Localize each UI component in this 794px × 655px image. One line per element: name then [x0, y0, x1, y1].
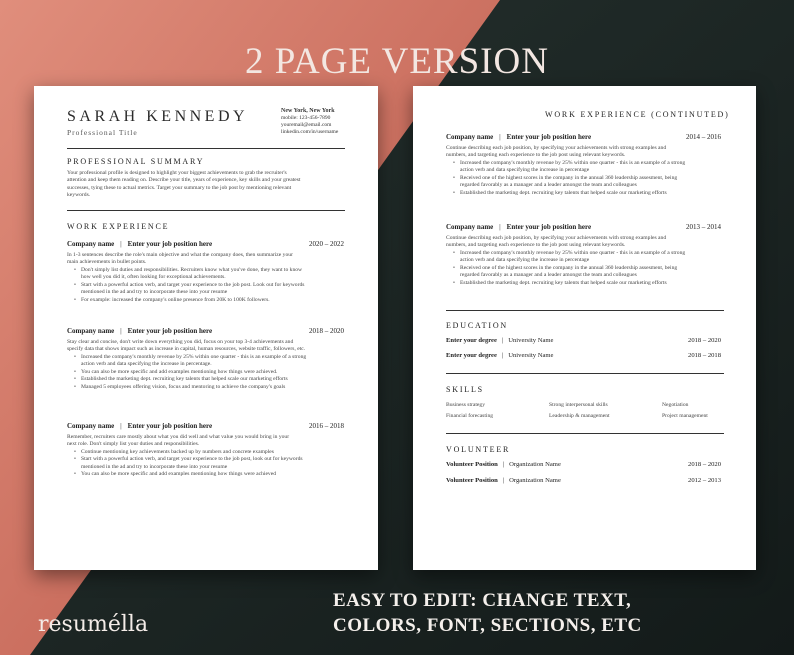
- education-row[interactable]: Enter your degree | University Name 2018 – 2020: [446, 337, 721, 344]
- job-header[interactable]: Company name | Enter your job position here: [67, 422, 213, 430]
- list-item: • Received one of the highest scores in the company in the annual 360 leadership assesment, being regarded favorably as a manager and a leader amongst the team and colleagues: [460, 265, 740, 280]
- divider: [67, 210, 345, 211]
- list-item: • Increased the company's monthly revenue by 25% within one quarter - this is an example of a strong action verb and data specifying the increase in percentage: [460, 250, 740, 265]
- degree: Enter your degree: [446, 352, 497, 359]
- list-item: • Received one of the highest scores in the company in the annual 360 leadership assesment, being regarded favorably as a manager and a leader amongst the team and colleagues: [460, 175, 740, 190]
- job-intro[interactable]: In 1-3 sentences describe the role's main objective and what the company does, then summarize your main achievements in bullet points.: [67, 252, 293, 266]
- list-item: • Established the marketing dept. recruiting key talents that helped scale our marketing efforts: [460, 190, 740, 197]
- education-years: 2018 – 2020: [688, 337, 721, 344]
- volunteer-row[interactable]: Volunteer Position | Organization Name 2012 – 2013: [446, 477, 721, 484]
- volunteer-years: 2012 – 2013: [688, 477, 721, 484]
- skill-item[interactable]: Strong interpersonal skills: [549, 402, 608, 408]
- tagline: EASY TO EDIT: CHANGE TEXT, COLORS, FONT, SECTIONS, ETC: [333, 590, 642, 636]
- candidate-name[interactable]: SARAH KENNEDY: [67, 108, 249, 125]
- job-dates[interactable]: 2013 – 2014: [686, 223, 721, 231]
- list-item: • For example: increased the company's online presence from 20K to 100K followers.: [81, 297, 361, 304]
- job-header[interactable]: Company name | Enter your job position here: [67, 327, 213, 335]
- volunteer-row[interactable]: Volunteer Position | Organization Name 2018 – 2020: [446, 461, 721, 468]
- job-dates[interactable]: 2016 – 2018: [309, 422, 344, 430]
- organization: Organization Name: [509, 477, 561, 484]
- company-name: Company name: [67, 240, 115, 248]
- education-row[interactable]: Enter your degree | University Name 2018 – 2018: [446, 352, 721, 359]
- skill-item[interactable]: Project management: [662, 413, 708, 419]
- volunteer-position: Volunteer Position: [446, 461, 498, 468]
- volunteer-position: Volunteer Position: [446, 477, 498, 484]
- job-intro[interactable]: Continue describing each job position, by specifying your achievements with strong examples and numbers, and targeting each experience to the job post using relevant keywords.: [446, 235, 667, 249]
- contact-block: [281, 108, 338, 136]
- skill-item[interactable]: Business strategy: [446, 402, 485, 408]
- job-position: Enter your job position here: [127, 422, 213, 430]
- list-item: • Managed 5 employees offering vision, focus and mentoring to achieve the company's goals: [81, 384, 361, 391]
- skill-item[interactable]: Financial forecasting: [446, 413, 494, 419]
- list-item: • Start with a powerful action verb, and target your experience to the job post. Look out for keywords mentioned in the ad and try to incorporate these into your resume: [81, 282, 361, 297]
- list-item: • Don't simply list duties and responsibilities. Recruiters know what you've done, they want to know how well you did it, often looking for exceptional achievements.: [81, 267, 361, 282]
- job-intro[interactable]: Stay clear and concise, don't write down everything you did, focus on your top 3-4 achievements and specify data that shows impact such as increase in capital, human resources, website traffic, followers, etc.: [67, 339, 306, 353]
- job-header[interactable]: Company name | Enter your job position here: [446, 133, 592, 141]
- job-position: Enter your job position here: [127, 327, 213, 335]
- divider: [67, 148, 345, 149]
- list-item: • Established the marketing dept. recruiting key talents that helped scale our marketing efforts: [460, 280, 740, 287]
- job-intro[interactable]: Remember, recruiters care mostly about what you did well and what value you would bring in your next role. Don't simply list your duties and responsibilities.: [67, 434, 290, 448]
- resume-page-1: [34, 86, 378, 570]
- resume-page-2: [413, 86, 756, 570]
- job-position: Enter your job position here: [127, 240, 213, 248]
- company-name: Company name: [446, 223, 494, 231]
- company-name: Company name: [67, 327, 115, 335]
- degree: Enter your degree: [446, 337, 497, 344]
- divider: [446, 433, 724, 434]
- contact-linkedin[interactable]: linkedin.com/in/username: [281, 129, 339, 135]
- education-years: 2018 – 2018: [688, 352, 721, 359]
- company-name: Company name: [67, 422, 115, 430]
- job-header[interactable]: Company name | Enter your job position here: [67, 240, 213, 248]
- brand-logo: resumélla: [38, 612, 149, 637]
- list-item: • Increased the company's monthly revenue by 25% within one quarter - this is an example of a strong action verb and data specifying the increase in percentage.: [81, 354, 361, 369]
- job-dates[interactable]: 2020 – 2022: [309, 240, 344, 248]
- job-intro[interactable]: Continue describing each job position, by specifying your achievements with strong examples and numbers, and targeting each experience to the job post using relevant keywords.: [446, 145, 667, 159]
- skill-item[interactable]: Leadership & management: [549, 413, 610, 419]
- list-item: • You can also be more specific and add examples mentioning how things were achieved: [81, 471, 361, 478]
- job-header[interactable]: Company name | Enter your job position here: [446, 223, 592, 231]
- professional-title[interactable]: Professional Title: [67, 128, 138, 137]
- list-item: • Continue mentioning key achievements backed up by numbers and concrete examples: [81, 449, 361, 456]
- headline: 2 PAGE VERSION: [245, 41, 549, 82]
- summary-text[interactable]: Your professional profile is designed to highlight your biggest achievements to grab the recruiter's attention and keep them reading on. Describe your title, years of experience, key skills and your greatest successes, tying these to actual metrics. Target your summary to the job post by mentioning relevant keywords.: [67, 170, 301, 199]
- company-name: Company name: [446, 133, 494, 141]
- job-position: Enter your job position here: [506, 223, 592, 231]
- work-experience-title: WORK EXPERIENCE: [67, 222, 170, 231]
- contact-location[interactable]: New York, New York: [281, 108, 335, 114]
- divider: [446, 310, 724, 311]
- organization: Organization Name: [509, 461, 561, 468]
- list-item: • Start with a powerful action verb, and target your experience to the job post, look out for keywords mentioned in the ad and try to incorporate these into your resume: [81, 456, 361, 471]
- list-item: • Established the marketing dept. recruiting key talents that helped scale our marketing efforts: [81, 376, 361, 383]
- summary-title: PROFESSIONAL SUMMARY: [67, 157, 205, 166]
- job-dates[interactable]: 2018 – 2020: [309, 327, 344, 335]
- university: University Name: [508, 352, 554, 359]
- job-bullets[interactable]: [74, 354, 361, 391]
- divider: [446, 373, 724, 374]
- job-bullets[interactable]: [453, 160, 740, 197]
- skills-title: SKILLS: [446, 385, 484, 394]
- job-bullets[interactable]: [74, 267, 361, 304]
- job-dates[interactable]: 2014 – 2016: [686, 133, 721, 141]
- volunteer-years: 2018 – 2020: [688, 461, 721, 468]
- university: University Name: [508, 337, 554, 344]
- job-bullets[interactable]: [453, 250, 740, 287]
- skill-item[interactable]: Negotiation: [662, 402, 689, 408]
- job-position: Enter your job position here: [506, 133, 592, 141]
- list-item: • You can also be more specific and add examples mentioning how things were achieved.: [81, 369, 361, 376]
- job-bullets[interactable]: [74, 449, 361, 479]
- education-title: EDUCATION: [446, 321, 508, 330]
- volunteer-title: VOLUNTEER: [446, 445, 511, 454]
- contact-email[interactable]: youremail@email.com: [281, 122, 332, 128]
- contact-mobile[interactable]: mobile: 123-456-7890: [281, 115, 331, 121]
- list-item: • Increased the company's monthly revenue by 25% within one quarter - this is an example of a strong action verb and data specifying the increase in percentage: [460, 160, 740, 175]
- work-experience-continued-title: WORK EXPERIENCE (CONTINUTED): [545, 110, 730, 119]
